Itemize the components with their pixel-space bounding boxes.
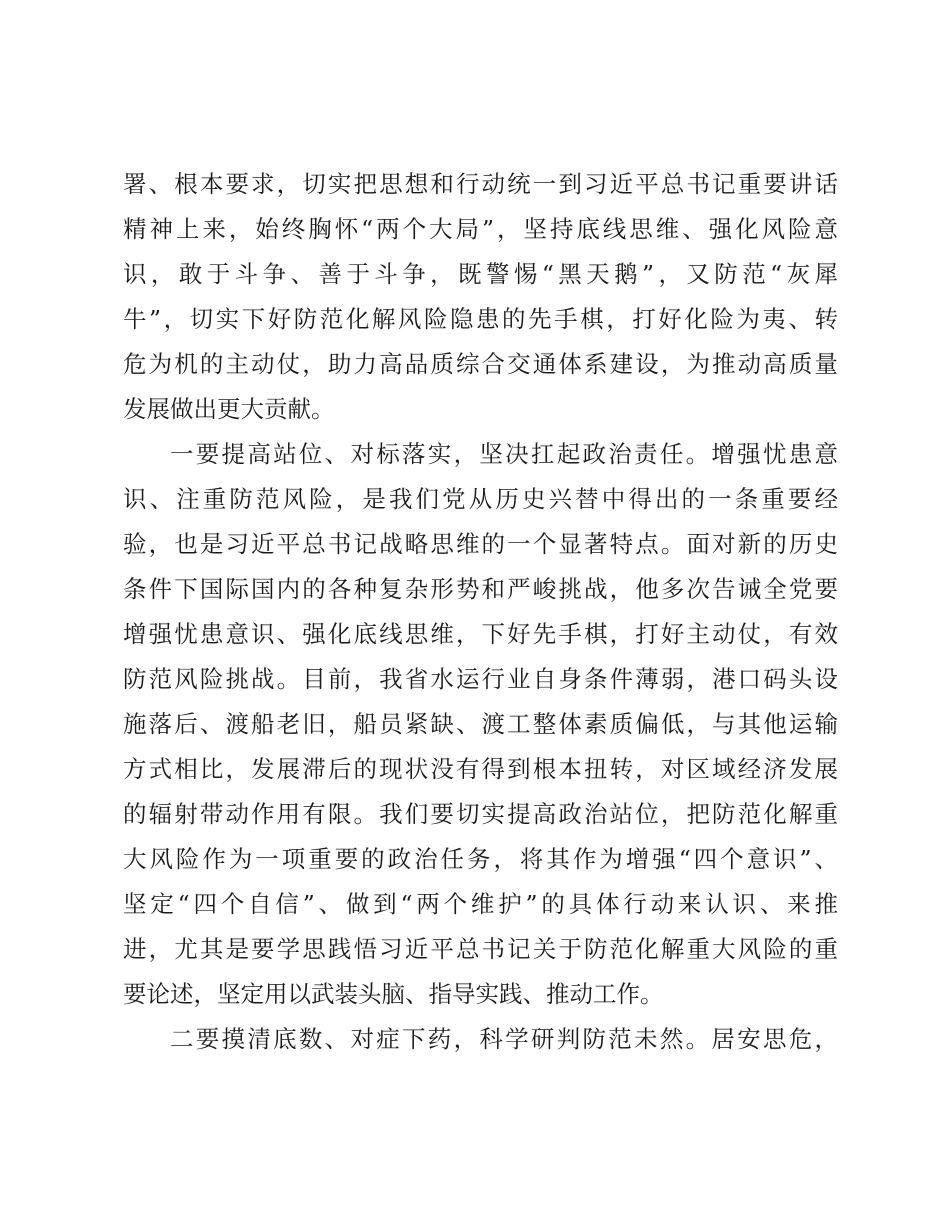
text-line: 精神上来，始终胸怀“两个大局”，坚持底线思维、强化风险意 <box>123 215 838 243</box>
text-line: 署、根本要求，切实把思想和行动统一到习近平总书记重要讲话 <box>123 170 838 198</box>
text-line: 施落后、渡船老旧，船员紧缺、渡工整体素质偏低，与其他运输 <box>123 710 838 738</box>
text-line: 方式相比，发展滞后的现状没有得到根本扭转，对区域经济发展 <box>123 755 838 783</box>
text-line: 要论述，坚定用以武装头脑、指导实践、推动工作。 <box>123 980 664 1008</box>
paragraph-start-line: 二要摸清底数、对症下药，科学研判防范未然。居安思危， <box>170 1025 838 1053</box>
text-line: 的辐射带动作用有限。我们要切实提高政治站位，把防范化解重 <box>123 800 838 828</box>
text-line: 防范风险挑战。目前，我省水运行业自身条件薄弱，港口码头设 <box>123 665 838 693</box>
text-line: 条件下国际国内的各种复杂形势和严峻挑战，他多次告诫全党要 <box>123 575 838 603</box>
text-line: 进，尤其是要学思践悟习近平总书记关于防范化解重大风险的重 <box>123 935 838 963</box>
text-line: 识、注重防范风险，是我们党从历史兴替中得出的一条重要经 <box>123 485 838 513</box>
text-line: 增强忧患意识、强化底线思维，下好先手棋，打好主动仗，有效 <box>123 620 838 648</box>
text-line: 大风险作为一项重要的政治任务，将其作为增强“四个意识”、 <box>123 845 838 873</box>
body-text <box>123 162 838 1062</box>
text-line: 发展做出更大贡献。 <box>123 395 335 423</box>
text-line: 危为机的主动仗，助力高品质综合交通体系建设，为推动高质量 <box>123 350 838 378</box>
text-line: 坚定“四个自信”、做到“两个维护”的具体行动来认识、来推 <box>123 890 838 918</box>
text-line: 验，也是习近平总书记战略思维的一个显著特点。面对新的历史 <box>123 530 838 558</box>
text-line: 识，敢于斗争、善于斗争，既警惕“黑天鹅”，又防范“灰犀 <box>123 260 838 288</box>
paragraph-start-line: 一要提高站位、对标落实，坚决扛起政治责任。增强忧患意 <box>170 440 838 468</box>
text-line: 牛”，切实下好防范化解风险隐患的先手棋，打好化险为夷、转 <box>123 305 838 333</box>
